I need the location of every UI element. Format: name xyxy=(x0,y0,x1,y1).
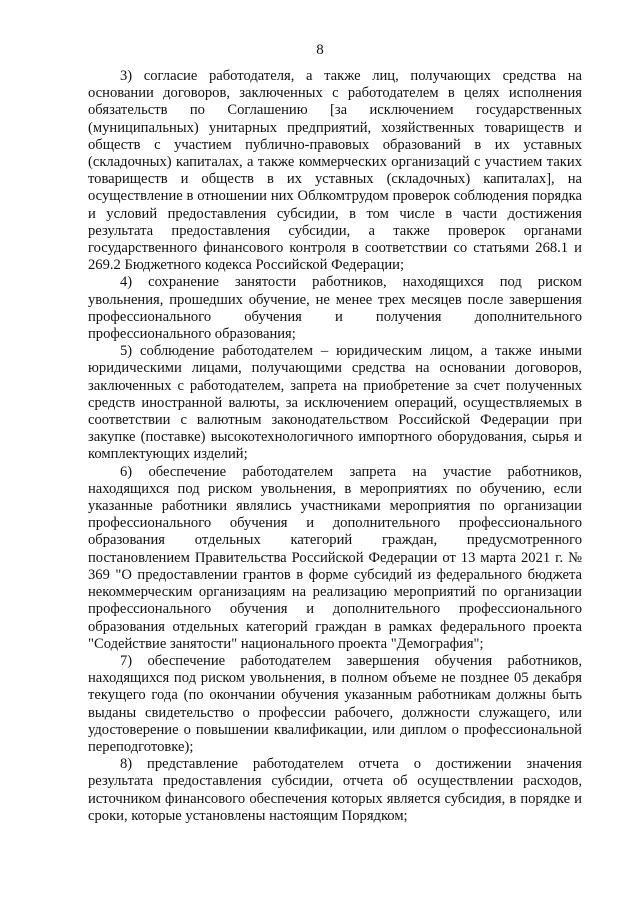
paragraph-item-8: 8) представление работодателем отчета о достижении значения результата предоставления субсидии, отчета об осуществлении расходов, источником финансового обеспечения которых является субсидия, в порядке и сроки, которые установлены настоящим Порядком; xyxy=(88,756,582,824)
page-number: 8 xyxy=(316,42,324,58)
paragraph-item-4: 4) сохранение занятости работников, находящихся под риском увольнения, прошедших обучение, не менее трех месяцев после завершения профессионального обучения и получения дополнительного профессионального образования; xyxy=(88,274,582,343)
document-body xyxy=(88,68,582,825)
paragraph-item-7: 7) обеспечение работодателем завершения обучения работников, находящихся под риском увольнения, в полном объеме не позднее 05 декабря текущего года (по окончании обучения указанным работникам должны быть выданы свидетельство о профессии рабочего, должности служащего, или удостоверение о повышении квалификации, или диплом о профессиональной переподготовке); xyxy=(88,652,582,755)
paragraph-item-3: 3) согласие работодателя, а также лиц, получающих средства на основании договоров, заключенных с работодателем в целях исполнения обязательств по Соглашению [за исключением государственных (муниципальных) унитарных предприятий, хозяйственных товариществ и обществ с участием публично-правовых образований в их уставных (складочных) капиталах, а также коммерческих организаций с участием таких товариществ и обществ в их уставных (складочных) капиталах], на осуществление в отношении них Облкомтрудом проверок соблюдения порядка и условий предоставления субсидии, в том числе в части достижения результата предоставления субсидии, а также проверок органами государственного финансового контроля в соответствии со статьями 268.1 и 269.2 Бюджетного кодекса Российской Федерации; xyxy=(88,68,582,274)
paragraph-item-5: 5) соблюдение работодателем – юридическим лицом, а также иными юридическими лицами, получающими средства на основании договоров, заключенных с работодателем, запрета на приобретение за счет полученных средств иностранной валюты, за исключением операций, осуществляемых в соответствии с валютным законодательством Российской Федерации при закупке (поставке) высокотехнологичного импортного оборудования, сырья и комплектующих изделий; xyxy=(88,343,582,463)
paragraph-item-6: 6) обеспечение работодателем запрета на участие работников, находящихся под риском увольнения, в мероприятиях по обучению, если указанные работники являлись участниками мероприятия по организации профессионального обучения и дополнительного профессионального образования отдельных категорий граждан, предусмотренного постановлением Правительства Российской Федерации от 13 марта 2021 г. № 369 "О предоставлении грантов в форме субсидий из федерального бюджета некоммерческим организациям на реализацию мероприятий по организации профессионального обучения и дополнительного профессионального образования отдельных категорий граждан в рамках федерального проекта "Содействие занятости" национального проекта "Демография"; xyxy=(88,463,582,652)
